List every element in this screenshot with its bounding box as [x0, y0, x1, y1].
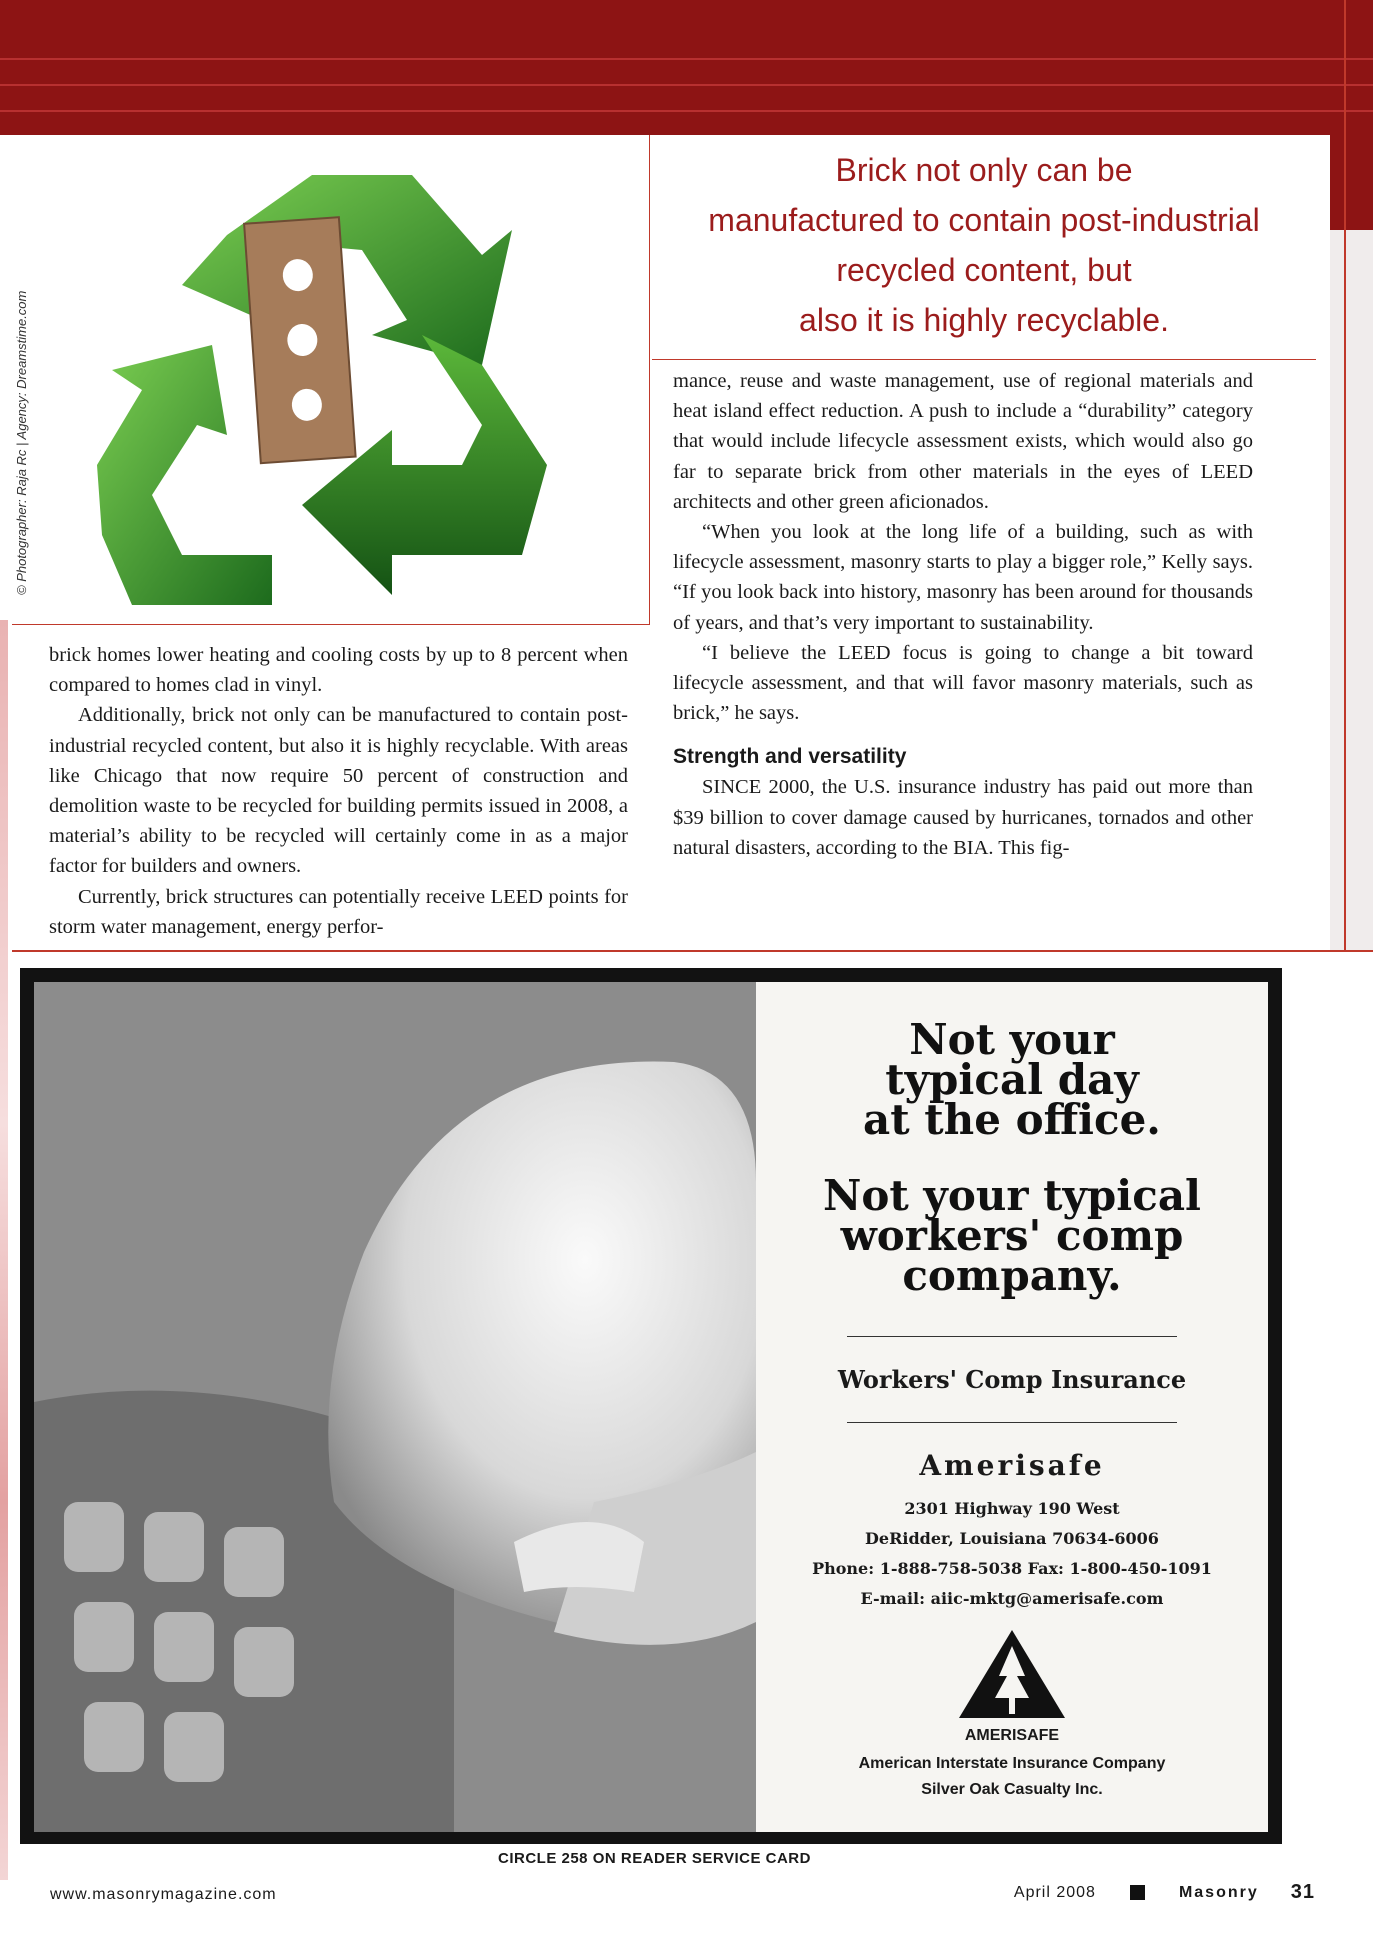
recycle-brick-photo	[12, 135, 650, 625]
ad-rule	[847, 1422, 1177, 1423]
lead-word: SINCE	[702, 776, 762, 799]
paragraph: “When you look at the long life of a building, such as with lifecycle assessment, masonry starts to play a bigger role,” Kelly says. “If you look back into history, masonry has been around for thousands of years, and that’s very important to sustainability.	[673, 521, 1253, 634]
ad-footer	[756, 1751, 1268, 1803]
paragraph: brick homes lower heating and cooling costs by up to 8 percent when compared to homes clad in vinyl.	[49, 644, 628, 697]
ad-headline-line: Not your	[909, 1015, 1115, 1064]
ad-logo-name: AMERISAFE	[964, 1727, 1060, 1744]
page-number: 31	[1290, 1881, 1315, 1903]
paragraph: “I believe the LEED focus is going to change a bit toward lifecycle assessment, and that will favor masonry materials, such as brick,” he says.	[673, 641, 1253, 725]
pull-quote	[652, 135, 1316, 360]
left-edge-strip	[0, 620, 8, 1880]
band-rule	[0, 110, 1373, 112]
ad-company-name: Amerisafe	[919, 1449, 1105, 1482]
ad-phone: Phone: 1-888-758-5038 Fax: 1-800-450-1091	[812, 1559, 1212, 1578]
right-vertical-rule	[1344, 0, 1346, 950]
ad-headline-line: at the office.	[863, 1095, 1161, 1144]
paragraph: mance, reuse and waste management, use of regional materials and heat island effect reduction. A push to include a “durability” category that would include lifecycle assessment exists, which would also go far to separate brick from other materials in the eyes of LEED architects and other green aficionados.	[673, 370, 1253, 513]
ad-subhead: Workers' Comp Insurance	[837, 1365, 1187, 1394]
paragraph: Additionally, brick not only can be manufactured to contain post-industrial recycled content, but also it is highly recyclable. With areas like Chicago that now require 50 percent of construction and demolition waste to be recycled for building permits issued in 2008, a material’s ability to be recycled will certainly come in as a major factor for builders and owners.	[49, 704, 628, 878]
right-edge-band	[1330, 135, 1373, 230]
band-rule	[0, 84, 1373, 86]
ad-divider-rule	[12, 950, 1373, 952]
band-rule	[0, 58, 1373, 60]
square-bullet-icon	[1130, 1885, 1145, 1900]
ad-headline-2	[756, 1171, 1268, 1300]
top-color-band	[0, 0, 1373, 135]
reader-service-note: CIRCLE 258 ON READER SERVICE CARD	[498, 1850, 811, 1867]
issue-date: April 2008	[1013, 1883, 1096, 1901]
ad-address-line: 2301 Highway 190 West	[904, 1499, 1120, 1518]
ad-headline-line: company.	[902, 1251, 1122, 1300]
footer-url: www.masonrymagazine.com	[50, 1886, 277, 1903]
ad-headline-line: workers' comp	[840, 1211, 1184, 1260]
ad-headline-line: typical day	[885, 1055, 1139, 1104]
section-heading: Strength and versatility	[673, 745, 907, 769]
ad-rule	[847, 1336, 1177, 1337]
paragraph: Currently, brick structures can potentially receive LEED points for storm water management, energy perfor-	[49, 885, 628, 938]
folio	[1014, 1881, 1315, 1904]
ad-copy-panel	[756, 982, 1268, 1832]
amerisafe-advertisement	[20, 968, 1282, 1844]
paragraph	[673, 772, 1253, 863]
ad-email: E-mail: aiic-mktg@amerisafe.com	[860, 1589, 1164, 1608]
pull-quote-line: recycled content, but	[836, 252, 1132, 288]
right-article-column	[673, 366, 1253, 863]
pull-quote-line: also it is highly recyclable.	[799, 302, 1169, 338]
left-article-column	[49, 640, 628, 942]
ad-headline-line: Not your typical	[823, 1171, 1201, 1220]
ad-headline	[756, 1015, 1268, 1144]
hard-hat-icon	[34, 982, 756, 1832]
ad-address-line: DeRidder, Louisiana 70634-6006	[865, 1529, 1159, 1548]
magazine-name: Masonry	[1178, 1883, 1259, 1901]
pull-quote-line: manufactured to contain post-industrial	[708, 202, 1260, 238]
hard-hat-photo	[34, 982, 756, 1832]
ad-contact-block	[756, 1494, 1268, 1614]
ad-footer-line: Silver Oak Casualty Inc.	[921, 1781, 1103, 1798]
photo-credit: © Photographer: Raja Rc | Agency: Dreamstime.com	[14, 290, 29, 595]
recycle-symbol-icon	[12, 135, 650, 625]
amerisafe-tree-logo-icon	[957, 1628, 1067, 1720]
right-edge-panel	[1330, 230, 1373, 950]
paragraph-text: 2000, the U.S. insurance industry has paid out more than $39 billion to cover damage caused by hurricanes, tornados and other natural disasters, according to the BIA. This fig-	[673, 776, 1253, 859]
pull-quote-line: Brick not only can be	[835, 152, 1133, 188]
ad-footer-line: American Interstate Insurance Company	[858, 1755, 1166, 1772]
